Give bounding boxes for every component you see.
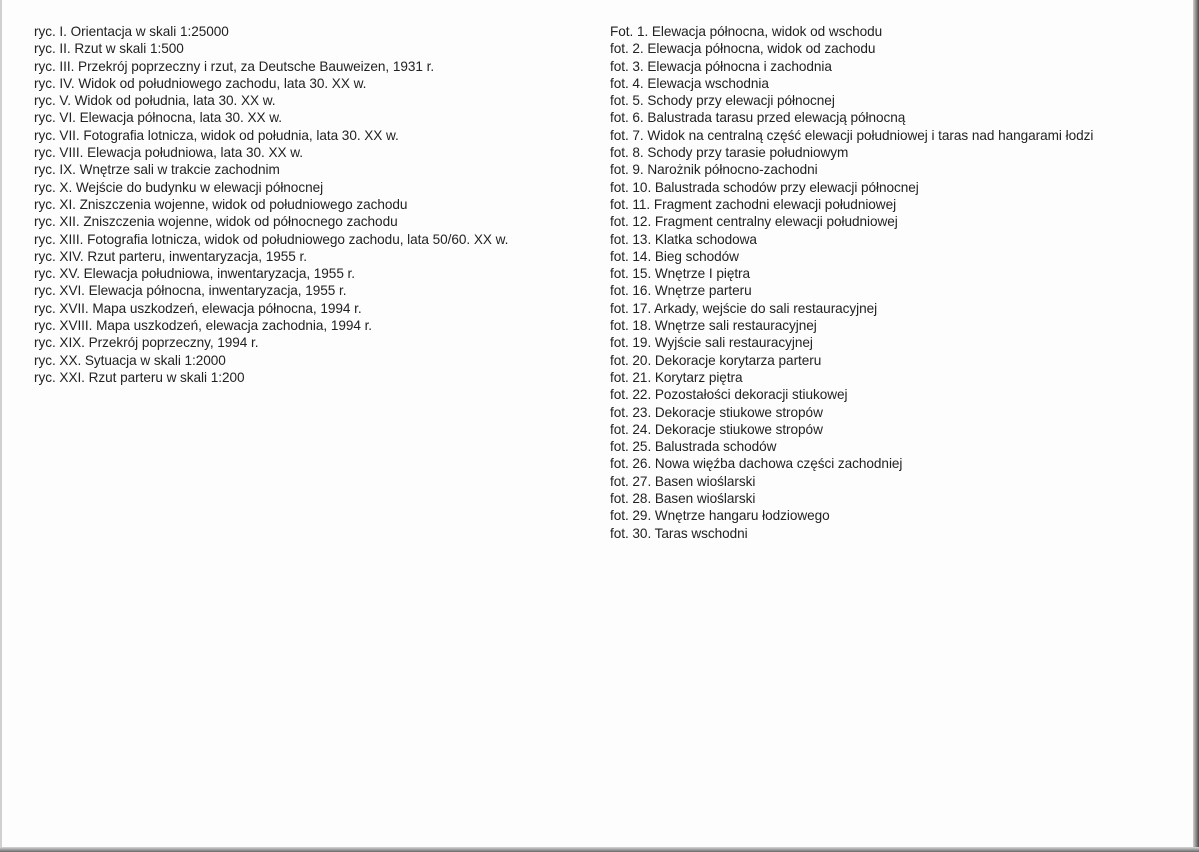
photo-item: fot. 17. Arkady, wejście do sali restauracyjnej <box>610 300 878 316</box>
figure-item: ryc. XVIII. Mapa uszkodzeń, elewacja zachodnia, 1994 r. <box>34 318 373 334</box>
figure-item: ryc. XII. Zniszczenia wojenne, widok od północnego zachodu <box>34 214 398 230</box>
photo-item: fot. 12. Fragment centralny elewacji południowej <box>610 214 898 230</box>
photo-item: fot. 20. Dekoracje korytarza parteru <box>610 352 822 368</box>
figure-item: ryc. XV. Elewacja południowa, inwentaryzacja, 1955 r. <box>34 266 356 282</box>
photo-list <box>610 23 1093 542</box>
photo-item: fot. 30. Taras wschodni <box>610 525 748 541</box>
photo-item: fot. 23. Dekoracje stiukowe stropów <box>610 404 823 420</box>
figure-item: ryc. XVI. Elewacja północna, inwentaryzacja, 1955 r. <box>34 283 347 299</box>
figure-item: ryc. XIX. Przekrój poprzeczny, 1994 r. <box>34 335 259 351</box>
photo-item: fot. 6. Balustrada tarasu przed elewacją północną <box>610 110 906 126</box>
photo-item: fot. 29. Wnętrze hangaru łodziowego <box>610 508 830 524</box>
figure-item: ryc. IX. Wnętrze sali w trakcie zachodnim <box>34 162 280 178</box>
figure-item: ryc. XVII. Mapa uszkodzeń, elewacja północna, 1994 r. <box>34 300 362 316</box>
photo-item: fot. 28. Basen wioślarski <box>610 491 756 507</box>
photo-item: fot. 3. Elewacja północna i zachodnia <box>610 58 832 74</box>
photo-item: fot. 15. Wnętrze I piętra <box>610 266 751 282</box>
figure-item: ryc. XI. Zniszczenia wojenne, widok od południowego zachodu <box>34 196 408 212</box>
figure-item: ryc. X. Wejście do budynku w elewacji północnej <box>34 179 324 195</box>
figure-list <box>34 23 508 386</box>
photo-item: fot. 19. Wyjście sali restauracyjnej <box>610 335 813 351</box>
photo-item: fot. 21. Korytarz piętra <box>610 369 743 385</box>
figure-item: ryc. VII. Fotografia lotnicza, widok od południa, lata 30. XX w. <box>34 127 399 143</box>
figure-item: ryc. XX. Sytuacja w skali 1:2000 <box>34 352 226 368</box>
figure-item: ryc. II. Rzut w skali 1:500 <box>34 41 184 57</box>
figure-item: ryc. VIII. Elewacja południowa, lata 30. XX w. <box>34 145 303 161</box>
scan-right-edge <box>1193 0 1199 852</box>
photo-item: fot. 5. Schody przy elewacji północnej <box>610 93 835 109</box>
photo-item: fot. 16. Wnętrze parteru <box>610 283 752 299</box>
figure-item: ryc. IV. Widok od południowego zachodu, lata 30. XX w. <box>34 75 367 91</box>
figure-item: ryc. V. Widok od południa, lata 30. XX w. <box>34 93 276 109</box>
figure-item: ryc. I. Orientacja w skali 1:25000 <box>34 24 229 39</box>
figure-item: ryc. XIV. Rzut parteru, inwentaryzacja, 1955 r. <box>34 248 307 264</box>
photo-item: fot. 8. Schody przy tarasie południowym <box>610 145 849 161</box>
photo-item: fot. 4. Elewacja wschodnia <box>610 75 769 91</box>
photo-item: fot. 24. Dekoracje stiukowe stropów <box>610 421 823 437</box>
photo-item: fot. 10. Balustrada schodów przy elewacji północnej <box>610 179 919 195</box>
page-left-edge <box>0 0 2 852</box>
photo-item: fot. 22. Pozostałości dekoracji stiukowej <box>610 387 848 403</box>
photo-item: fot. 25. Balustrada schodów <box>610 439 777 455</box>
photo-item: fot. 7. Widok na centralną część elewacji południowej i taras nad hangarami łodzi <box>610 127 1094 143</box>
figure-item: ryc. XIII. Fotografia lotnicza, widok od południowego zachodu, lata 50/60. XX w. <box>34 231 509 247</box>
figure-item: ryc. III. Przekrój poprzeczny i rzut, za Deutsche Bauweizen, 1931 r. <box>34 58 435 74</box>
figure-item: ryc. XXI. Rzut parteru w skali 1:200 <box>34 369 245 385</box>
photo-item: fot. 2. Elewacja północna, widok od zachodu <box>610 41 876 57</box>
scan-bottom-edge <box>0 847 1199 852</box>
photo-item: fot. 14. Bieg schodów <box>610 248 739 264</box>
photo-item: fot. 9. Narożnik północno-zachodni <box>610 162 818 178</box>
photo-item: fot. 11. Fragment zachodni elewacji południowej <box>610 196 897 212</box>
photo-item: fot. 13. Klatka schodowa <box>610 231 757 247</box>
photo-item: fot. 27. Basen wioślarski <box>610 473 756 489</box>
photo-item: fot. 26. Nowa więźba dachowa części zachodniej <box>610 456 903 472</box>
photo-item: fot. 18. Wnętrze sali restauracyjnej <box>610 318 817 334</box>
figure-item: ryc. VI. Elewacja północna, lata 30. XX w. <box>34 110 283 126</box>
photo-item: Fot. 1. Elewacja północna, widok od wschodu <box>610 24 883 39</box>
